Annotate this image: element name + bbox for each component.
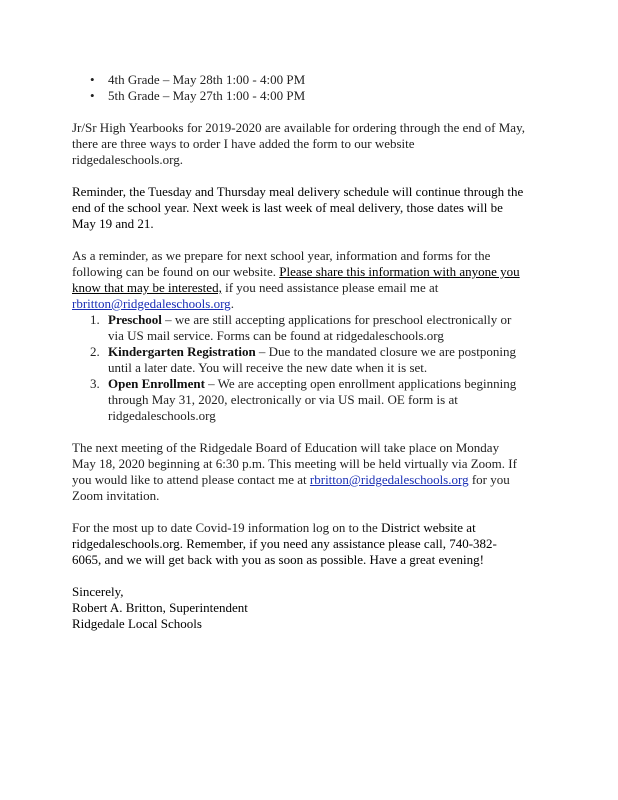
list-number: 3. [90,376,100,391]
organization-name: Ridgedale Local Schools [72,616,202,631]
grade-schedule-list [72,72,526,104]
program-list [72,312,526,424]
list-item-text: 5th Grade – May 27th 1:00 - 4:00 PM [108,88,306,103]
board-text: The next meeting of the Ridgedale Board of Education will take place on Monday May 18, 2020 beginning at 6:30 p.m. This meeting will be held virtually via Zoom. If you would like to attend please contact me at [72,440,517,487]
signature-block [72,584,526,632]
reminder-intro: As a reminder, as we prepare for next school year, information and forms for the following can be found on our website. [72,248,491,279]
list-item [90,376,526,424]
closing: Sincerely, [72,584,124,599]
list-item [90,72,526,88]
covid-text-start: For the most up to date Covid-19 information log on to the [72,520,382,535]
covid-info-paragraph [72,520,526,568]
meal-delivery-paragraph: Reminder, the Tuesday and Thursday meal delivery schedule will continue through the end of the school year. Next week is last week of meal delivery, those dates will be May 19 and 21. [72,184,524,231]
yearbook-paragraph: Jr/Sr High Yearbooks for 2019-2020 are available for ordering through the end of May, there are three ways to order I have added the form to our website ridgedaleschools.org. [72,120,525,167]
list-item-title: Kindergarten Registration [108,344,256,359]
list-number: 2. [90,344,100,359]
list-item-title: Open Enrollment [108,376,205,391]
list-item [90,312,526,344]
reminder-assist: if you need assistance please email me at [221,280,439,295]
list-item [90,88,526,104]
email-link[interactable]: rbritton@ridgedaleschools.org [72,296,231,311]
reminder-paragraph [72,248,526,312]
list-item-text: 4th Grade – May 28th 1:00 - 4:00 PM [108,72,306,87]
covid-text-rest: District website at ridgedaleschools.org. Remember, if you need any assistance please call, 740-382-6065, and we will get back with you as soon as possible. Have a great evening! [72,520,497,567]
reminder-end: . [230,296,234,311]
board-end: for you Zoom invitation. [72,472,510,503]
board-meeting-paragraph [72,440,526,504]
list-number: 1. [90,312,100,327]
list-item-title: Preschool [108,312,162,327]
list-item-text: – We are accepting open enrollment applications beginning through May 31, 2020, electronically or via US mail. OE form is at ridgedaleschools.org [108,376,517,423]
list-item-text: – Due to the mandated closure we are postponing until a later date. You will receive the new date when it is set. [108,344,516,375]
email-link[interactable]: rbritton@ridgedaleschools.org [309,472,469,487]
share-notice: Please share this information with anyone you know that may be interested, [72,264,520,295]
list-item-text: – we are still accepting applications for preschool electronically or via US mail service. Forms can be found at ridgedaleschools.org [108,312,512,343]
list-item [90,344,526,376]
signer-name: Robert A. Britton, Superintendent [72,600,248,615]
